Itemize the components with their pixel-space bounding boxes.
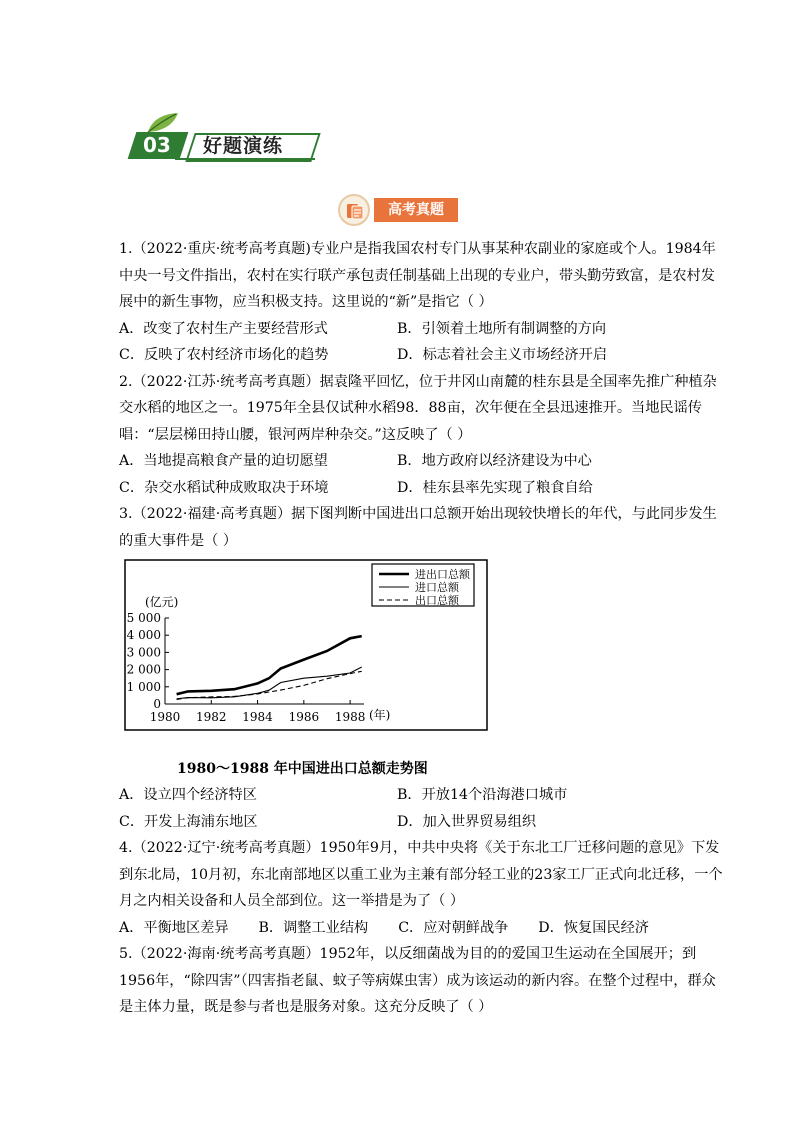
y-tick-label: 1 000 [126, 679, 161, 694]
question-2-options [119, 448, 724, 501]
option-c[interactable]: C．应对朝鲜战争 [398, 919, 509, 936]
y-tick-label: 5 000 [126, 611, 161, 625]
option-b[interactable]: B．调整工业结构 [258, 919, 369, 936]
question-5-stem: 5.（2022·海南·统考高考真题）1952年，以反细菌战为目的的爱国卫生运动在全国展开；到1956年，“除四害”（四害指老鼠、蚊子等病媒虫害）成为该运动的新内容。在整个过程中，群众是主体力量，既是参与者也是服务对象。这充分反映了（ ） [119, 946, 716, 1015]
x-tick-label: 1986 [288, 710, 320, 724]
option-a[interactable]: A．当地提高粮食产量的迫切愿望 [119, 453, 328, 469]
section-banner [130, 112, 320, 162]
series-line-1 [177, 636, 362, 694]
y-tick-label: 2 000 [126, 662, 161, 677]
subhead [338, 194, 460, 226]
question-3-options [119, 782, 724, 835]
banner-number: 03 [143, 133, 171, 157]
y-tick-label: 3 000 [126, 645, 161, 660]
question-4-stem: 4.（2022·辽宁·统考高考真题）1950年9月，中共中央将《关于东北工厂迁移问题的意见》下发到东北局，10月初，东北南部地区以重工业为主兼有部分轻工业的23家工厂正式向北迁移，一个月之内相关设备和人员全部到位。这一举措是为了（ ） [119, 840, 723, 909]
chart-svg [119, 558, 499, 758]
option-c[interactable]: C．开发上海浦东地区 [119, 813, 258, 830]
y-tick-label: 0 [153, 697, 161, 711]
question-2-stem: 2.（2022·江苏·统考高考真题）据袁隆平回忆，位于井冈山南麓的桂东县是全国率先推广种植杂交水稻的地区之一。1975年全县仅试种水稻98．88亩，次年便在全县迅速推开。当地民谣传唱：“层层梯田持山腰，银河两岸种杂交。”这反映了（ ） [119, 373, 717, 443]
trade-chart [119, 554, 724, 782]
y-tick-label: 4 000 [126, 628, 161, 643]
x-tick-label: 1984 [242, 710, 273, 724]
chart-title: 1980～1988 年中国进出口总额走势图 [177, 761, 428, 777]
document-icon [338, 194, 370, 226]
series-line-2 [177, 667, 362, 699]
legend-label-1: 进出口总额 [415, 568, 470, 581]
question-3-stem: 3.（2022·福建·高考真题）据下图判断中国进出口总额开始出现较快增长的年代，与此同步发生的重大事件是（ ） [119, 506, 717, 549]
option-a[interactable]: A．设立四个经济特区 [119, 787, 257, 803]
banner-title: 好题演练 [203, 135, 284, 157]
question-1-options [119, 316, 724, 369]
option-b[interactable]: B．引领着土地所有制调整的方向 [397, 320, 607, 337]
question-1-stem: 1.（2022·重庆·统考高考真题)专业户是指我国农村专门从事某种农副业的家庭或个人。1984年中央一号文件指出，农村在实行联产承包责任制基础上出现的专业户，带头勤劳致富，是农村发展中的新生事物，应当积极支持。这里说的“新”是指它（ ） [119, 241, 716, 310]
subhead-label: 高考真题 [374, 198, 458, 222]
option-d[interactable]: D．标志着社会主义市场经济开启 [397, 347, 608, 363]
option-d[interactable]: D．恢复国民经济 [538, 919, 649, 936]
banner-underline [175, 158, 315, 160]
x-axis-label: (年) [369, 708, 391, 722]
x-tick-label: 1988 [334, 710, 366, 724]
option-a[interactable]: A．平衡地区差异 [119, 919, 229, 936]
legend-label-2: 进口总额 [415, 581, 459, 594]
option-c[interactable]: C．杂交水稻试种成败取决于环境 [119, 479, 329, 496]
option-a[interactable]: A．改变了农村生产主要经营形式 [119, 320, 328, 337]
x-tick-label: 1982 [196, 710, 227, 724]
option-b[interactable]: B．开放14个沿海港口城市 [397, 787, 568, 803]
option-c[interactable]: C．反映了农村经济市场化的趋势 [119, 347, 329, 363]
option-d[interactable]: D．桂东县率先实现了粮食自给 [397, 479, 593, 496]
legend-label-3: 出口总额 [415, 594, 459, 607]
y-axis-label: (亿元) [145, 595, 179, 609]
leaf-icon [146, 112, 180, 134]
question-list [119, 236, 724, 1021]
option-b[interactable]: B．地方政府以经济建设为中心 [397, 453, 592, 469]
option-d[interactable]: D．加入世界贸易组织 [397, 813, 537, 830]
x-tick-label: 1980 [149, 710, 181, 724]
question-4-options [119, 915, 649, 942]
